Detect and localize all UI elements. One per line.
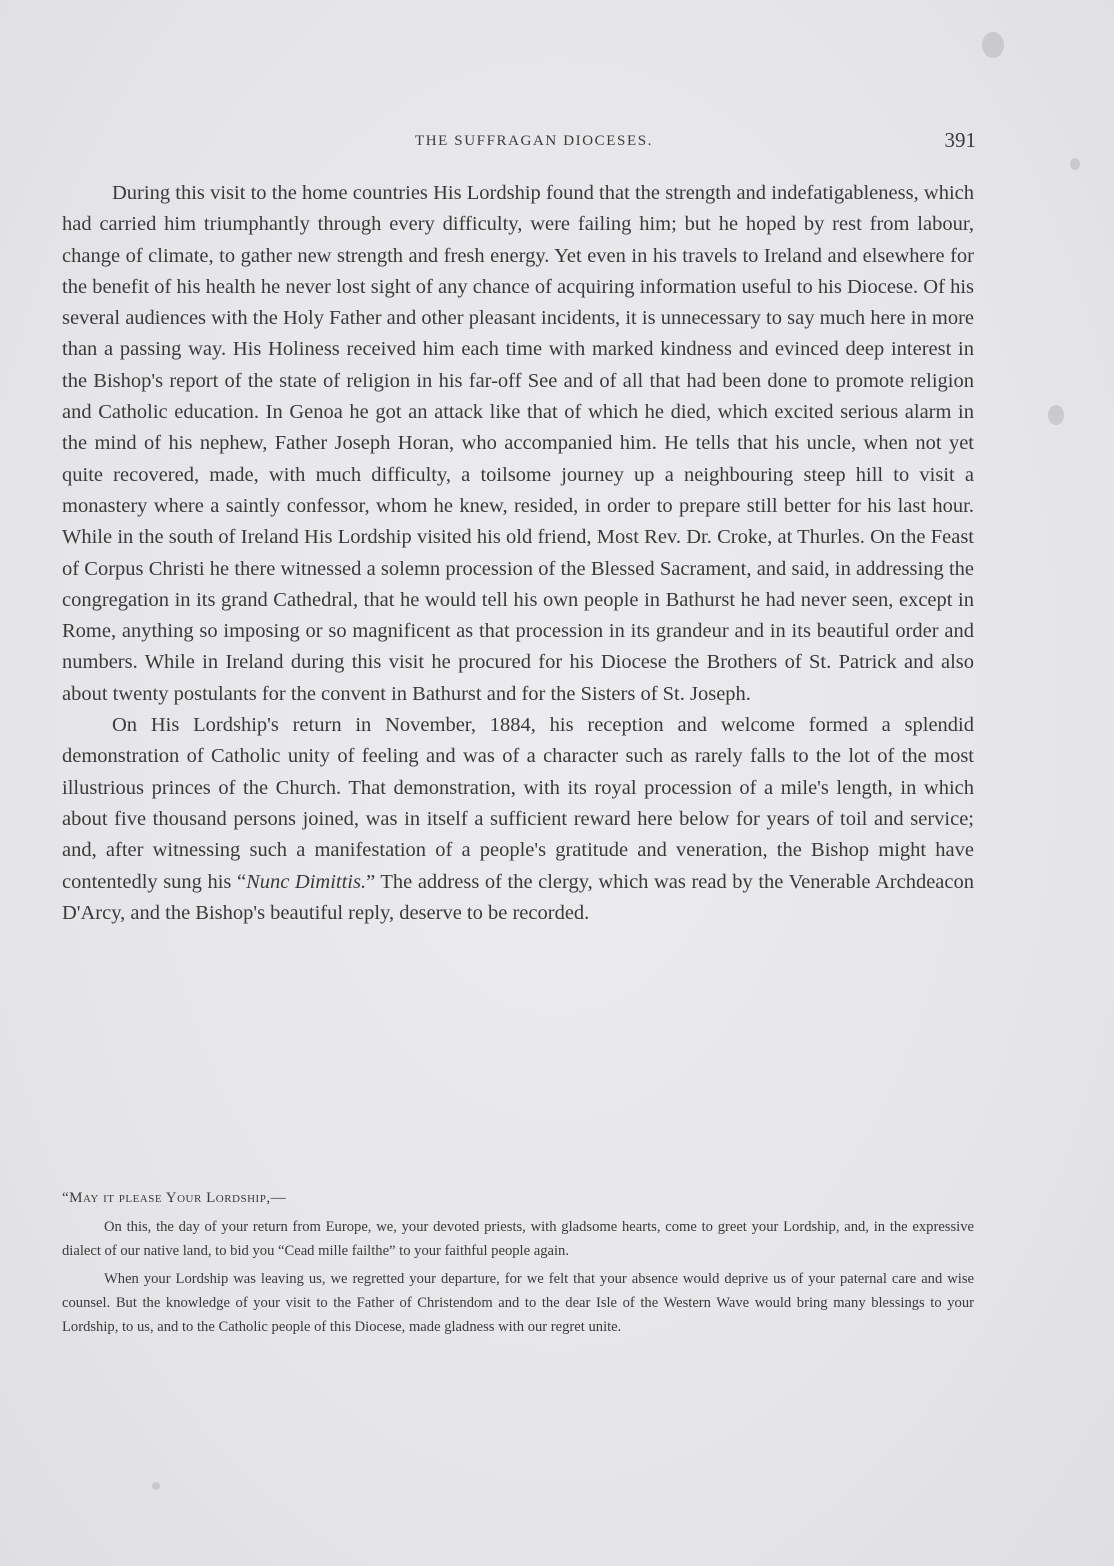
paper-speck xyxy=(152,1482,160,1490)
running-title: THE SUFFRAGAN DIOCESES. xyxy=(414,133,654,149)
address-paragraph: When your Lordship was leaving us, we regretted your departure, for we felt that your absence would deprive us of your paternal care and wise counsel. But the knowledge of your visit to the Father of Christendom and to the dear Isle of the Western Wave would bring many blessings to your Lordship, to us, and to the Catholic people of this Diocese, made gladness with our regret unite. xyxy=(62,1271,974,1335)
address-paragraph: On this, the day of your return from Europe, we, your devoted priests, with gladsome hearts, come to greet your Lordship, and, in the expressive dialect of our native land, to bid you “Cead mille failthe” to your faithful people again. xyxy=(62,1219,974,1259)
paragraph: During this visit to the home countries His Lordship found that the strength and indefatigableness, which had carried him triumphantly through every difficulty, were failing him; but he hoped by rest from labour, change of climate, to gather new strength and fresh energy. Yet even in his travels to Ireland and elsewhere for the benefit of his health he never lost sight of any chance of acquiring information useful to his Diocese. Of his several audiences with the Holy Father and other pleasant incidents, it is unnecessary to say much here in more than a passing way. His Holiness received him each time with marked kindness and evinced deep interest in the Bishop's report of the state of religion in his far-off See and of all that had been done to promote religion and Catholic education. In Genoa he got an attack like that of which he died, which excited serious alarm in the mind of his nephew, Father Joseph Horan, who accompanied him. He tells that his uncle, when not yet quite recovered, made, with much difficulty, a toilsome journey up a neighbouring steep hill to visit a monastery where a saintly confessor, whom he knew, resided, in order to prepare still better for his last hour. While in the south of Ireland His Lordship visited his old friend, Most Rev. Dr. Croke, at Thurles. On the Feast of Corpus Christi he there witnessed a solemn procession of the Blessed Sacrament, and said, in addressing the congregation in its grand Cathedral, that he would tell his own people in Bathurst he had never seen, except in Rome, anything so imposing or so magnificent as that procession in its grandeur and in its beautiful order and numbers. While in Ireland during this visit he procured for his Diocese the Brothers of St. Patrick and also about twenty postulants for the convent in Bathurst and for the Sisters of St. Joseph. xyxy=(62,182,974,705)
page-number: 391 xyxy=(944,128,976,152)
paragraph-text: On His Lordship's return in November, 1884, his reception and welcome formed a splendid demonstration of Catholic unity of feeling and was of a character such as rarely falls to the lot of the most illustrious princes of the Church. That demonstration, with its royal procession of a mile's length, in which about five thousand persons joined, was in itself a sufficient reward here below for years of toil and service; and, after witnessing such a manifestation of a people's gratitude and veneration, the Bishop might have contentedly sung his “ xyxy=(62,714,974,893)
paper-speck xyxy=(1070,158,1080,170)
main-text xyxy=(62,178,974,929)
salutation: “May it please Your Lordship,— xyxy=(62,1190,287,1206)
paragraph xyxy=(62,710,974,929)
paragraph-text: ” The address of the clergy, which was read by the Venerable Archdeacon D'Arcy, and the Bishop's beautiful reply, deserve to be recorded. xyxy=(62,870,974,924)
running-head xyxy=(62,128,976,158)
clergy-address xyxy=(62,1186,974,1343)
paper-speck xyxy=(1048,405,1064,425)
italic-title: Nunc Dimittis. xyxy=(246,870,367,893)
paper-speck xyxy=(982,32,1004,58)
